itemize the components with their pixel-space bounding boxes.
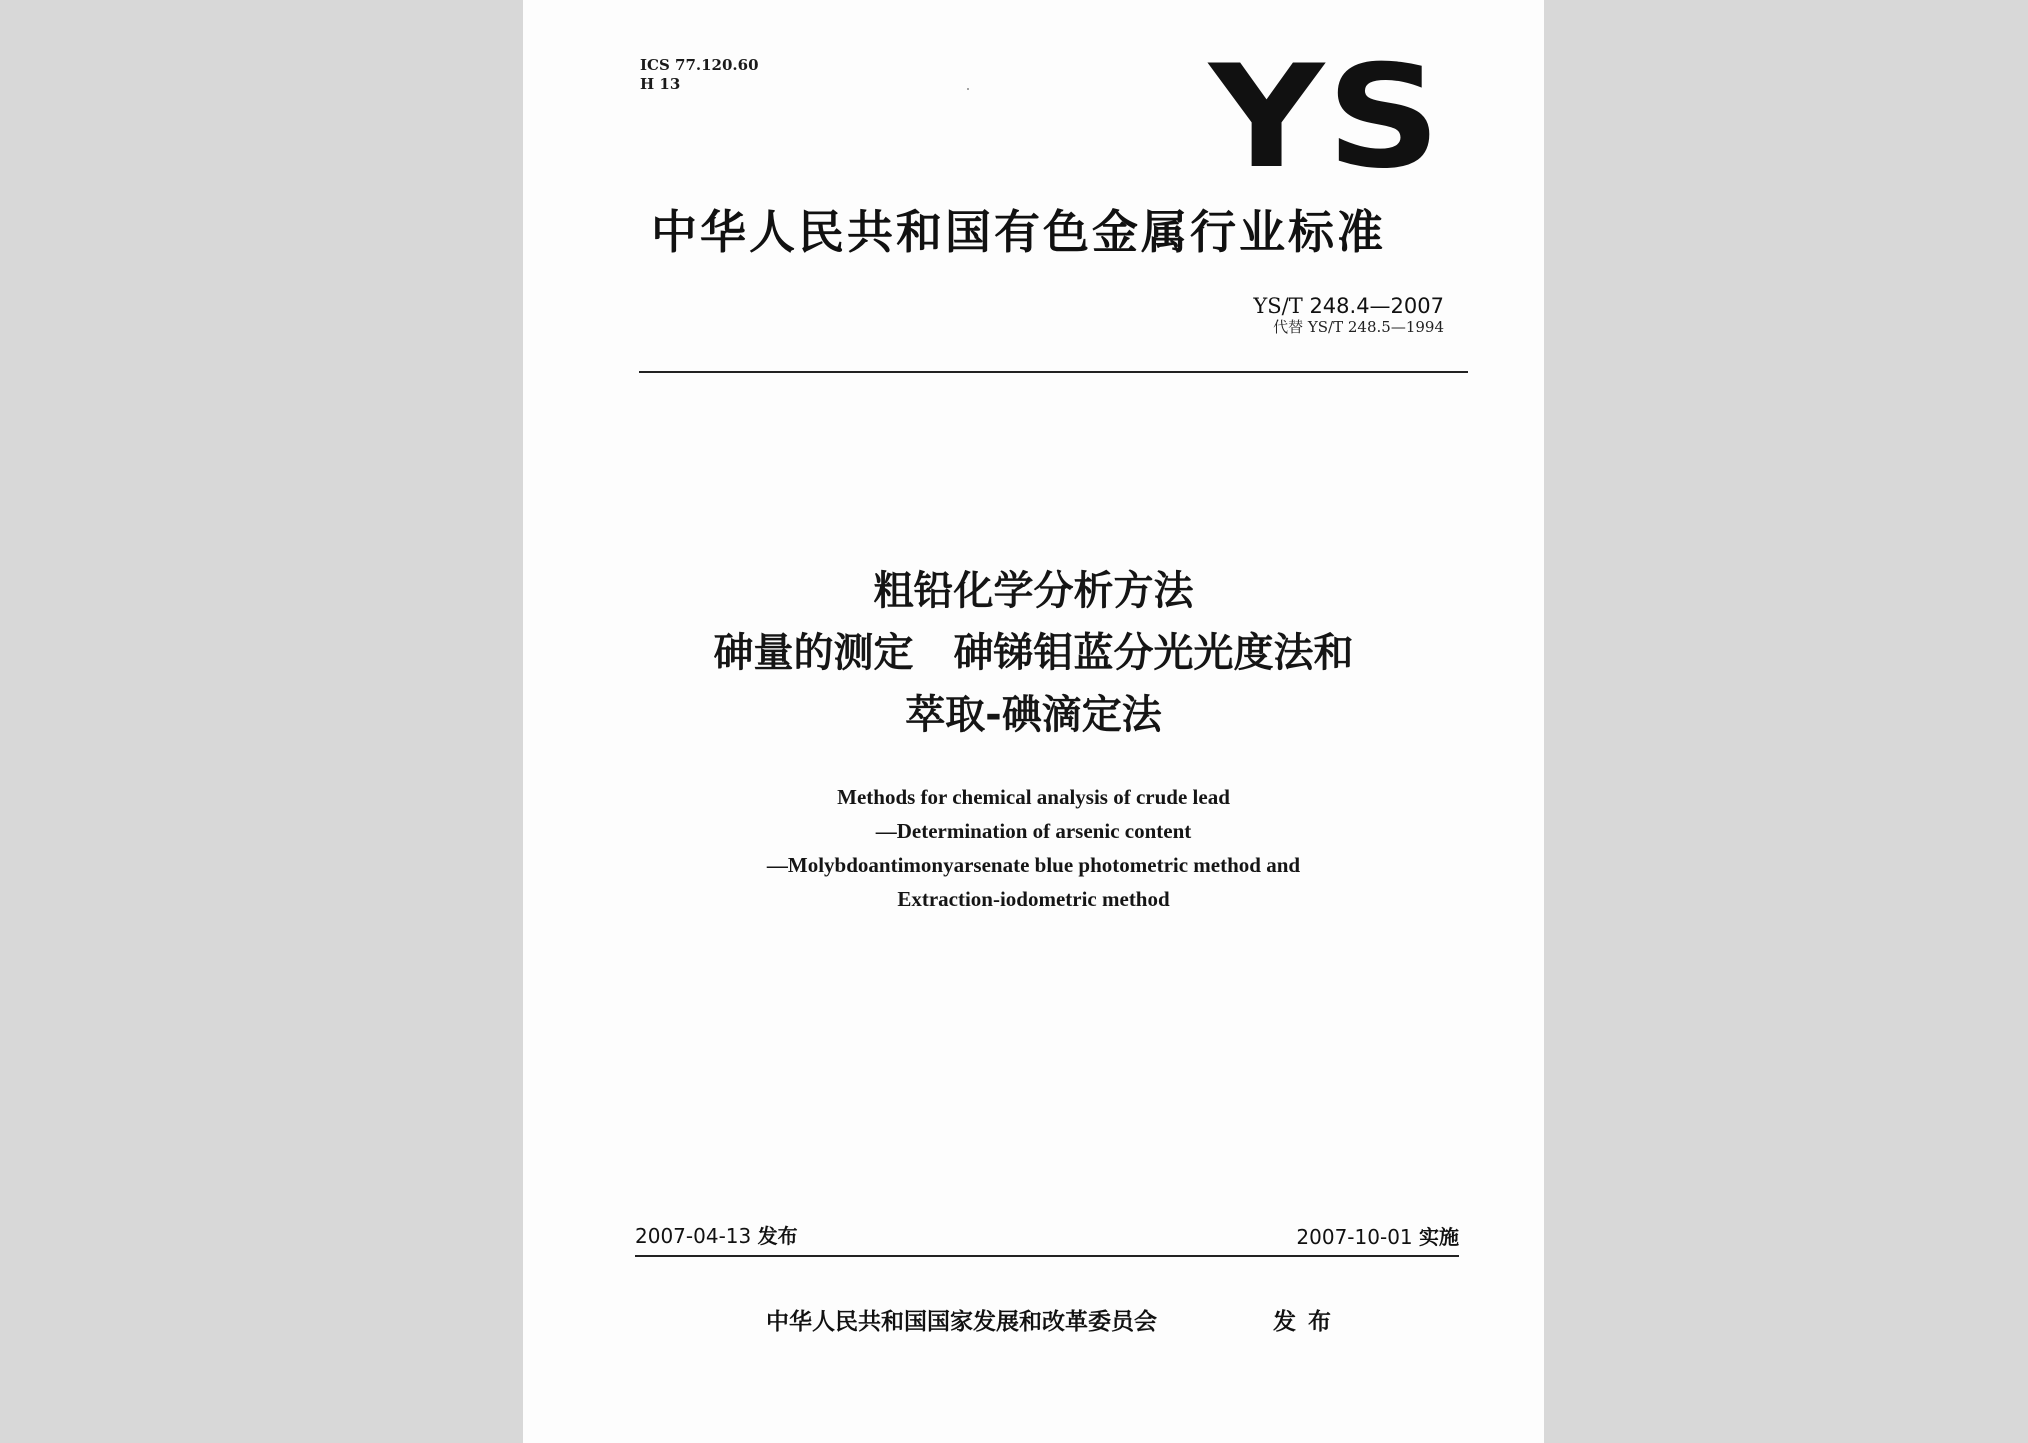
issue-date: [635, 1224, 798, 1248]
english-title-line-4: Extraction-iodometric method: [897, 887, 1170, 911]
effective-date: [1296, 1225, 1459, 1249]
industry-standard-title: 中华人民共和国有色金属行业标准: [651, 205, 1386, 259]
english-title: [523, 780, 1544, 916]
standard-code: [1253, 294, 1444, 318]
issue-label: 发布: [757, 1224, 798, 1248]
footer-divider: [635, 1255, 1459, 1257]
ics-code: ICS 77.120.60: [640, 56, 759, 74]
publish-label: 发布: [1273, 1309, 1343, 1335]
chinese-title-line-3: 萃取-碘滴定法: [905, 692, 1162, 738]
issue-date-value: 2007-04-13: [635, 1224, 752, 1248]
english-title-line-2: —Determination of arsenic content: [875, 819, 1192, 843]
standard-prefix: YS/T: [1253, 294, 1303, 318]
document-page: [523, 0, 1544, 1443]
chinese-title-line-2: 砷量的测定 砷锑钼蓝分光光度法和: [713, 630, 1354, 676]
publisher-name: 中华人民共和国国家发展和改革委员会: [766, 1309, 1157, 1335]
replaces-code: 代替 YS/T 248.5—1994: [1273, 318, 1444, 336]
effective-label: 实施: [1419, 1225, 1459, 1249]
ys-logo: YS: [1209, 35, 1444, 200]
header-divider: [639, 371, 1468, 373]
standard-number: 248.4—2007: [1309, 294, 1444, 318]
effective-date-value: 2007-10-01: [1296, 1225, 1413, 1249]
english-title-line-1: Methods for chemical analysis of crude lead: [837, 785, 1230, 809]
english-title-line-3: —Molybdoantimonyarsenate blue photometric method and: [766, 853, 1301, 877]
scan-speck: [967, 88, 969, 90]
classification-block: [640, 56, 759, 94]
chinese-title: [523, 560, 1544, 746]
ccs-code: H 13: [640, 75, 681, 93]
chinese-title-line-1: 粗铅化学分析方法: [873, 568, 1194, 614]
